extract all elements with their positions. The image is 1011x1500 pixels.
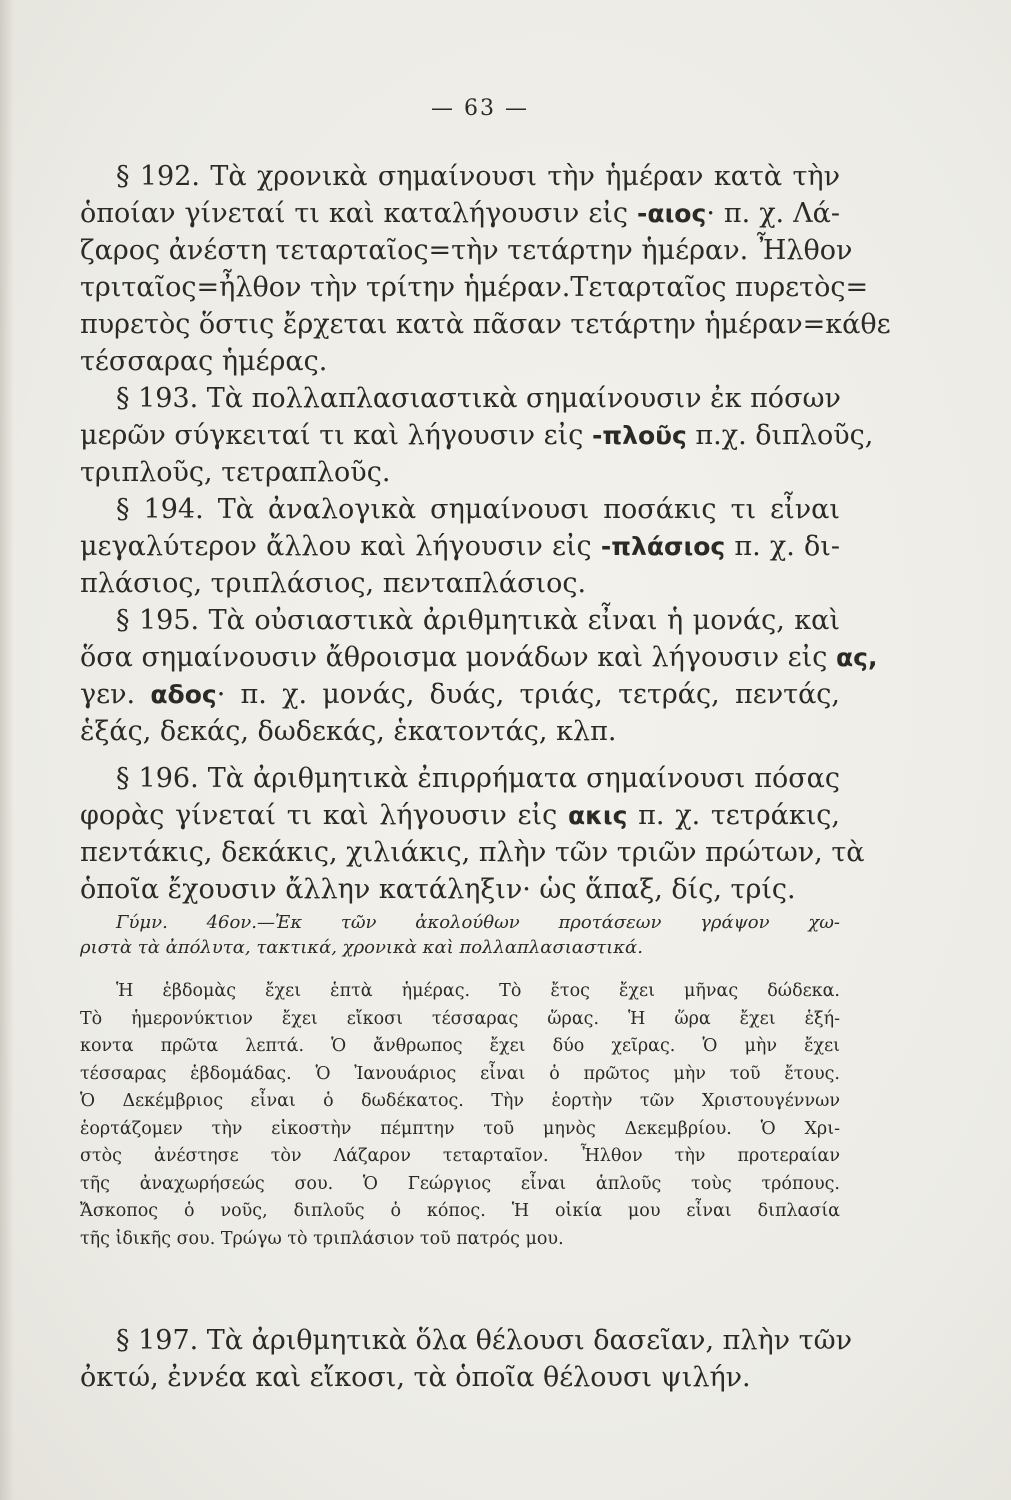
text-line	[80, 491, 840, 528]
text-line	[80, 565, 840, 602]
text-line	[80, 871, 840, 908]
text-line: Τὸ ἡμερονύκτιον ἔχει εἴκοσι τέσσαρας ὥρας. Ἡ ὥρα ἔχει ἑξή-	[80, 1008, 840, 1029]
line-text: μεγαλύτερον ἄλλου καὶ λήγουσιν εἰς	[80, 531, 601, 562]
text-line: Ἡ ἑβδομὰς ἔχει ἑπτὰ ἡμέρας. Τὸ ἔτος ἔχει μῆνας δώδεκα.	[116, 981, 840, 1001]
suffix-bold: -αιος	[637, 199, 707, 228]
paragraph-section-196	[80, 760, 865, 908]
text-line	[80, 834, 865, 871]
text-line	[80, 528, 840, 565]
page-gutter-shadow	[0, 0, 14, 1500]
line-text: τέσσαρας ἡμέρας.	[80, 346, 328, 377]
line-text: § 197. Τὰ ἀριθμητικὰ ὅλα θέλουσι δασεῖαν, πλὴν τῶν	[116, 1325, 853, 1356]
line-text: πεντάκις, δεκάκις, χιλιάκις, πλὴν τῶν τριῶν πρώτων, τὰ	[80, 837, 865, 868]
line-text: ἑξάς, δεκάς, δωδεκάς, ἑκατοντάς, κλπ.	[80, 716, 617, 747]
text-line	[80, 269, 869, 306]
text-line	[80, 713, 840, 750]
line-text-tail: π. χ. τετράκις,	[627, 800, 841, 831]
line-text: § 196. Τὰ ἀριθμητικὰ ἐπιρρήματα σημαίνουσι πόσας	[116, 763, 840, 794]
text-line: Γύμν. 46ον.—Ἐκ τῶν ἀκολούθων προτάσεων γράψον χω-	[116, 912, 840, 933]
line-text: § 193. Τὰ πολλαπλασιαστικὰ σημαίνουσιν ἐκ πόσων	[116, 383, 841, 414]
text-line: ριστὰ τὰ ἀπόλυτα, τακτικά, χρονικὰ καὶ πολλαπλασιαστικά.	[80, 937, 643, 958]
line-text: μερῶν σύγκειταί τι καὶ λήγουσιν εἰς	[80, 420, 592, 451]
line-text: § 192. Τὰ χρονικὰ σημαίνουσι τὴν ἡμέραν κατὰ τὴν	[116, 161, 840, 192]
line-text: πυρετὸς ὅστις ἔρχεται κατὰ πᾶσαν τετάρτην ἡμέραν=κάθε	[80, 309, 891, 340]
text-line	[80, 417, 874, 454]
line-text-tail: π.χ. διπλοῦς,	[686, 420, 874, 451]
text-line: τῆς ἰδικῆς σου. Τρώγω τὸ τριπλάσιον τοῦ πατρός μου.	[80, 1228, 564, 1249]
text-line: ἑορτάζομεν τὴν εἰκοστὴν πέμπτην τοῦ μηνὸς Δεκεμβρίου. Ὁ Χρι-	[80, 1118, 840, 1139]
text-line: τέσσαρας ἑβδομάδας. Ὁ Ἰανουάριος εἶναι ὁ πρῶτος μὴν τοῦ ἔτους.	[80, 1063, 840, 1084]
line-text: τριπλοῦς, τετραπλοῦς.	[80, 457, 391, 488]
line-text: ζαρος ἀνέστη τεταρταῖος=τὴν τετάρτην ἡμέραν. Ἦλθον	[80, 235, 853, 266]
suffix-bold: ακις	[567, 801, 628, 830]
line-text: γεν.	[80, 679, 151, 710]
text-line	[80, 639, 878, 676]
paragraph-section-195	[80, 602, 878, 750]
line-text: πλάσιος, τριπλάσιος, πενταπλάσιος.	[80, 568, 587, 599]
line-text-tail: · π. χ. μονάς, δυάς, τριάς, τετράς, πεντάς,	[216, 679, 841, 710]
text-line	[80, 602, 840, 639]
text-line	[80, 158, 840, 195]
paragraph-section-197	[80, 1322, 853, 1396]
suffix-bold: -πλοῦς	[591, 421, 687, 450]
text-line	[80, 1359, 840, 1396]
exercise-heading	[80, 910, 840, 960]
text-line	[80, 676, 840, 713]
line-text: ὅσα σημαίνουσιν ἄθροισμα μονάδων καὶ λήγουσιν εἰς	[80, 642, 836, 673]
text-line	[80, 195, 840, 232]
line-text: ὁποίαν γίνεταί τι καὶ καταλήγουσιν εἰς	[80, 198, 638, 229]
text-line: κοντα πρῶτα λεπτά. Ὁ ἄνθρωπος ἔχει δύο χεῖρας. Ὁ μὴν ἔχει	[80, 1036, 840, 1056]
suffix-bold: αδος	[150, 680, 217, 709]
text-line: Ὁ Δεκέμβριος εἶναι ὁ δωδέκατος. Τὴν ἑορτὴν τῶν Χριστουγέννων	[80, 1091, 840, 1111]
suffix-bold: ας,	[835, 643, 878, 672]
text-line	[80, 232, 853, 269]
text-line	[80, 343, 840, 380]
line-text-tail: · π. χ. Λά-	[706, 198, 840, 229]
text-line: Ἄσκοπος ὁ νοῦς, διπλοῦς ὁ κόπος. Ἡ οἰκία μου εἶναι διπλασία	[80, 1201, 840, 1221]
text-line	[80, 1322, 853, 1359]
line-text: τριταῖος=ἦλθον τὴν τρίτην ἡμέραν.Τεταρταῖος πυρετὸς=	[80, 272, 869, 303]
paragraph-section-193	[80, 380, 874, 491]
text-line	[80, 306, 891, 343]
paragraph-section-194	[80, 491, 840, 602]
text-line	[80, 454, 840, 491]
page-number: — 63 —	[431, 96, 529, 121]
text-line	[80, 380, 840, 417]
line-text: § 195. Τὰ οὐσιαστικὰ ἀριθμητικὰ εἶναι ἡ μονάς, καὶ	[116, 605, 840, 636]
line-text-tail: π. χ. δι-	[725, 531, 841, 562]
text-line	[80, 797, 840, 834]
line-text: ὁποῖα ἔχουσιν ἄλλην κατάληξιν· ὡς ἅπαξ, δίς, τρίς.	[80, 874, 796, 905]
line-text: φορὰς γίνεταί τι καὶ λήγουσιν εἰς	[80, 800, 568, 831]
exercise-body	[80, 978, 840, 1253]
paragraph-section-192	[80, 158, 891, 380]
line-text: ὀκτώ, ἐννέα καὶ εἴκοσι, τὰ ὁποῖα θέλουσι ψιλήν.	[80, 1362, 751, 1393]
line-text: § 194. Τὰ ἀναλογικὰ σημαίνουσι ποσάκις τι εἶναι	[116, 494, 840, 525]
text-line: στὸς ἀνέστησε τὸν Λάζαρον τεταρταῖον. Ἦλθον τὴν προτεραίαν	[80, 1146, 840, 1166]
text-line: τῆς ἀναχωρήσεώς σου. Ὁ Γεώργιος εἶναι ἁπλοῦς τοὺς τρόπους.	[80, 1173, 840, 1194]
suffix-bold: -πλάσιος	[600, 532, 726, 561]
text-line	[80, 760, 840, 797]
